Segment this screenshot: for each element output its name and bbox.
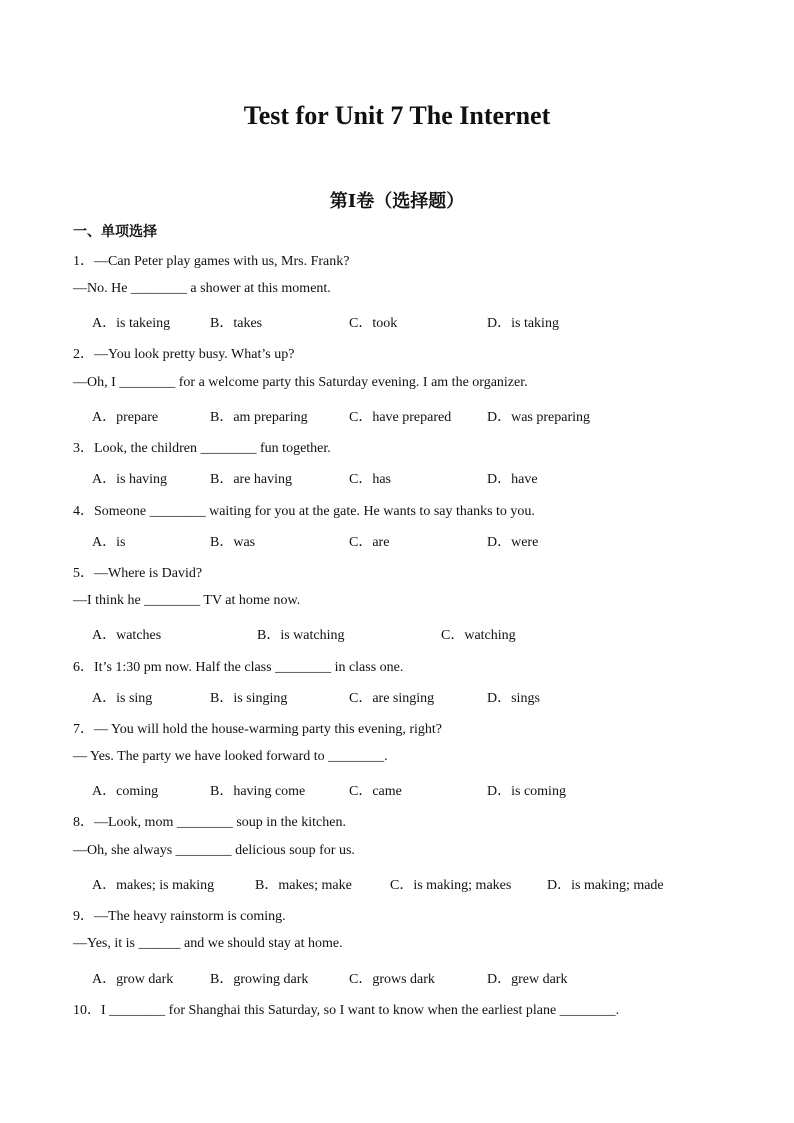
option-b[interactable]: B．makes; make: [255, 878, 352, 893]
option-b[interactable]: B．was: [210, 535, 256, 550]
option-c[interactable]: C．have prepared: [349, 410, 452, 425]
option-d[interactable]: D．is coming: [487, 784, 566, 799]
option-a[interactable]: A．makes; is making: [92, 878, 215, 893]
option-a[interactable]: A．is takeing: [92, 316, 171, 331]
answer-options: [92, 968, 742, 988]
question-stem: 8．—Look, mom ________ soup in the kitchen.: [73, 815, 346, 830]
option-a[interactable]: A．is sing: [92, 691, 153, 706]
option-a[interactable]: A．grow dark: [92, 972, 174, 987]
option-d[interactable]: D．is making; made: [547, 878, 664, 893]
question-stem: 4．Someone ________ waiting for you at the gate. He wants to say thanks to you.: [73, 504, 535, 519]
option-d[interactable]: D．sings: [487, 691, 540, 706]
question-stem: 6．It’s 1:30 pm now. Half the class ________ in class one.: [73, 660, 404, 675]
option-c[interactable]: C．is making; makes: [390, 878, 512, 893]
document-title: Test for Unit 7 The Internet: [243, 101, 551, 130]
option-b[interactable]: B．growing dark: [210, 972, 309, 987]
question-reply: —Yes, it is ______ and we should stay at home.: [73, 936, 343, 951]
question-stem: 5．—Where is David?: [73, 566, 203, 581]
question-stem: 9．—The heavy rainstorm is coming.: [73, 909, 286, 924]
option-d[interactable]: D．have: [487, 472, 538, 487]
question-reply: —Oh, she always ________ delicious soup for us.: [73, 843, 355, 858]
option-c[interactable]: C．grows dark: [349, 972, 435, 987]
option-b[interactable]: B．is watching: [257, 628, 345, 643]
answer-options: [92, 687, 742, 707]
option-d[interactable]: D．is taking: [487, 316, 559, 331]
question-reply: —Oh, I ________ for a welcome party this Saturday evening. I am the organizer.: [73, 375, 528, 390]
option-b[interactable]: B．takes: [210, 316, 263, 331]
option-a[interactable]: A．coming: [92, 784, 159, 799]
option-c[interactable]: C．are singing: [349, 691, 435, 706]
question-reply: —I think he ________ TV at home now.: [73, 593, 301, 608]
option-c[interactable]: C．has: [349, 472, 391, 487]
answer-options: [92, 624, 742, 644]
option-b[interactable]: B．am preparing: [210, 410, 308, 425]
question-reply: — Yes. The party we have looked forward to ________.: [73, 749, 388, 764]
option-a[interactable]: A．is having: [92, 472, 168, 487]
option-c[interactable]: C．watching: [441, 628, 516, 643]
answer-options: [92, 874, 742, 894]
question-reply: —No. He ________ a shower at this moment.: [73, 281, 331, 296]
option-c[interactable]: C．came: [349, 784, 402, 799]
option-c[interactable]: C．took: [349, 316, 398, 331]
option-b[interactable]: B．are having: [210, 472, 293, 487]
answer-options: [92, 780, 742, 800]
question-stem: 1．—Can Peter play games with us, Mrs. Frank?: [73, 254, 350, 269]
option-b[interactable]: B．having come: [210, 784, 306, 799]
question-stem: 3．Look, the children ________ fun together.: [73, 441, 331, 456]
question-stem: 2．—You look pretty busy. What’s up?: [73, 347, 295, 362]
option-d[interactable]: D．was preparing: [487, 410, 591, 425]
option-c[interactable]: C．are: [349, 535, 390, 550]
option-a[interactable]: A．is: [92, 535, 126, 550]
option-a[interactable]: A．watches: [92, 628, 162, 643]
question-stem: 7．— You will hold the house-warming party this evening, right?: [73, 722, 443, 737]
section-heading: 一、单项选择: [73, 224, 157, 240]
option-b[interactable]: B．is singing: [210, 691, 288, 706]
answer-options: [92, 406, 742, 426]
option-d[interactable]: D．grew dark: [487, 972, 568, 987]
answer-options: [92, 312, 742, 332]
question-stem: 10．I ________ for Shanghai this Saturday, so I want to know when the earliest plane ________.: [73, 1003, 620, 1018]
answer-options: [92, 531, 742, 551]
volume-heading: 第Ⅰ卷（选择题）: [329, 191, 465, 212]
option-d[interactable]: D．were: [487, 535, 539, 550]
answer-options: [92, 468, 742, 488]
option-a[interactable]: A．prepare: [92, 410, 159, 425]
